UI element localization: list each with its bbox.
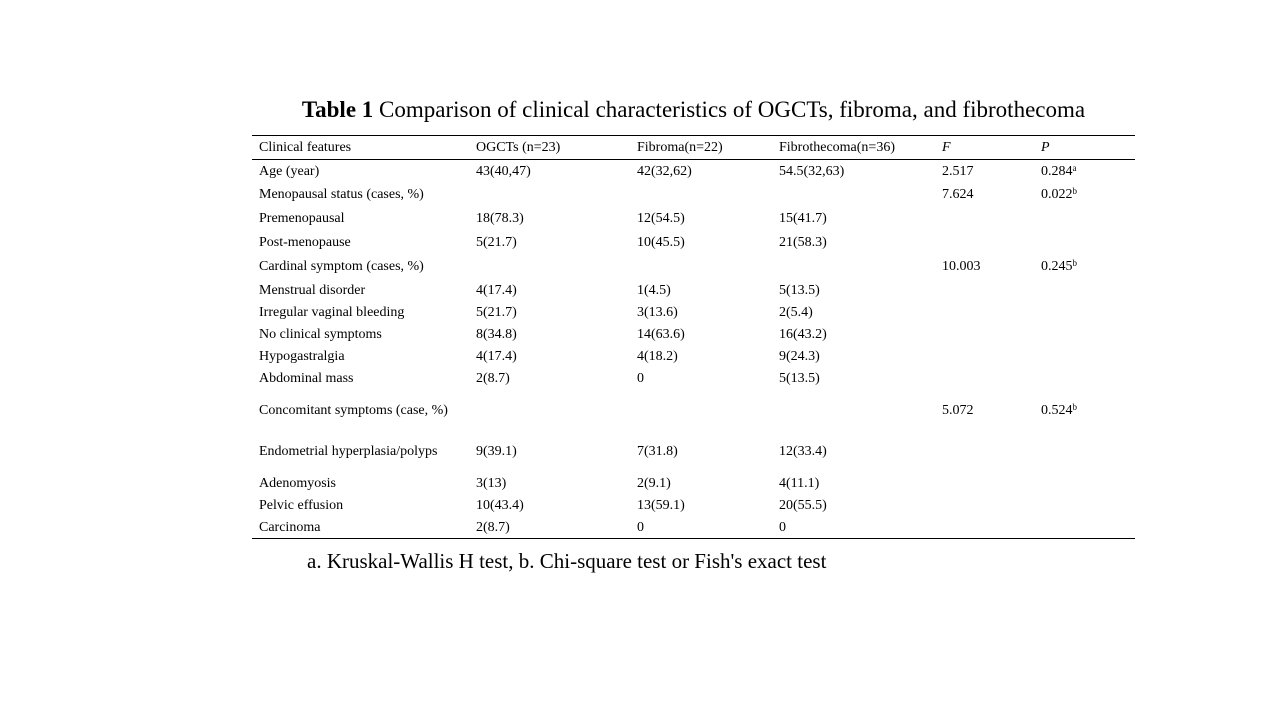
table-footnote: a. Kruskal-Wallis H test, b. Chi-square test or Fish's exact test xyxy=(307,549,827,573)
feature-cell-text: Concomitant symptoms (case, %) xyxy=(259,403,448,418)
fibroma-cell xyxy=(637,302,678,324)
table-header-rule xyxy=(252,159,1135,160)
fibroma-cell xyxy=(637,441,678,463)
fibrothecoma-cell xyxy=(779,368,820,390)
p-value-cell xyxy=(1041,400,1077,422)
ogcts-cell xyxy=(476,473,506,495)
fibroma-cell xyxy=(637,495,685,517)
table-row xyxy=(252,400,1135,422)
fibroma-cell xyxy=(637,324,685,346)
fibroma-cell xyxy=(637,232,685,254)
feature-cell-text: Hypogastralgia xyxy=(259,349,345,364)
feature-cell-text: Endometrial hyperplasia/polyps xyxy=(259,444,438,459)
ogcts-cell xyxy=(476,346,517,368)
table-bottom-rule xyxy=(252,538,1135,539)
ogcts-cell xyxy=(476,324,517,346)
header-fibrothecoma: Fibrothecoma(n=36) xyxy=(779,140,895,155)
feature-cell xyxy=(259,400,448,422)
fibroma-cell xyxy=(637,161,692,183)
p-value-superscript: b xyxy=(1072,258,1077,268)
ogcts-cell-text: 4(17.4) xyxy=(476,349,517,364)
ogcts-cell-text: 3(13) xyxy=(476,476,507,491)
fibrothecoma-cell-text: 20(55.5) xyxy=(779,498,827,513)
header-p: P xyxy=(1041,140,1050,155)
feature-cell xyxy=(259,184,424,206)
feature-cell xyxy=(259,302,404,324)
feature-cell-text: Adenomyosis xyxy=(259,476,336,491)
p-value-superscript: b xyxy=(1072,402,1077,412)
table-row xyxy=(252,161,1135,183)
fibroma-cell-text: 42(32,62) xyxy=(637,164,692,179)
p-value-superscript: b xyxy=(1072,186,1077,196)
ogcts-cell-text: 9(39.1) xyxy=(476,444,517,459)
feature-cell xyxy=(259,324,382,346)
p-value-superscript: a xyxy=(1072,163,1077,173)
fibrothecoma-cell xyxy=(779,280,820,302)
fibrothecoma-cell xyxy=(779,232,827,254)
f-value-cell-text: 5.072 xyxy=(942,403,974,418)
feature-cell-text: Menstrual disorder xyxy=(259,283,366,298)
feature-cell-text: Premenopausal xyxy=(259,211,345,226)
p-value-cell-text: 0.022 xyxy=(1041,187,1073,202)
ogcts-cell-text: 43(40,47) xyxy=(476,164,531,179)
fibroma-cell-text: 13(59.1) xyxy=(637,498,685,513)
table-title xyxy=(252,95,1135,125)
fibroma-cell-text: 10(45.5) xyxy=(637,235,685,250)
table-header-row xyxy=(252,137,1135,159)
fibrothecoma-cell-text: 16(43.2) xyxy=(779,327,827,342)
feature-cell xyxy=(259,473,336,495)
f-value-cell xyxy=(942,400,974,422)
feature-cell xyxy=(259,161,319,183)
f-value-cell-text: 2.517 xyxy=(942,164,974,179)
table-row xyxy=(252,256,1135,278)
table-row xyxy=(252,280,1135,302)
header-ogcts: OGCTs (n=23) xyxy=(476,140,561,155)
ogcts-cell-text: 5(21.7) xyxy=(476,235,517,250)
fibrothecoma-cell xyxy=(779,517,786,539)
f-value-cell xyxy=(942,184,974,206)
fibrothecoma-cell xyxy=(779,495,827,517)
fibrothecoma-cell-text: 0 xyxy=(779,520,786,535)
fibrothecoma-cell-text: 9(24.3) xyxy=(779,349,820,364)
fibrothecoma-cell xyxy=(779,346,820,368)
fibroma-cell-text: 12(54.5) xyxy=(637,211,685,226)
ogcts-cell-text: 10(43.4) xyxy=(476,498,524,513)
feature-cell-text: Post-menopause xyxy=(259,235,351,250)
ogcts-cell xyxy=(476,232,517,254)
table-row xyxy=(252,517,1135,539)
feature-cell xyxy=(259,441,437,463)
f-value-cell xyxy=(942,256,981,278)
ogcts-cell-text: 8(34.8) xyxy=(476,327,517,342)
table-row xyxy=(252,302,1135,324)
fibroma-cell-text: 2(9.1) xyxy=(637,476,671,491)
fibroma-cell-text: 7(31.8) xyxy=(637,444,678,459)
feature-cell-text: No clinical symptoms xyxy=(259,327,382,342)
feature-cell-text: Menopausal status (cases, %) xyxy=(259,187,424,202)
table-title-text: Comparison of clinical characteristics of OGCTs, fibroma, and fibrothecoma xyxy=(373,97,1086,122)
feature-cell xyxy=(259,368,354,390)
table-row xyxy=(252,473,1135,495)
fibrothecoma-cell xyxy=(779,208,827,230)
fibrothecoma-cell-text: 5(13.5) xyxy=(779,283,820,298)
table-row xyxy=(252,184,1135,206)
p-value-cell xyxy=(1041,184,1077,206)
fibrothecoma-cell xyxy=(779,324,827,346)
ogcts-cell xyxy=(476,302,517,324)
fibrothecoma-cell xyxy=(779,473,819,495)
p-value-cell-text: 0.524 xyxy=(1041,403,1073,418)
table-row xyxy=(252,441,1135,463)
feature-cell xyxy=(259,346,345,368)
feature-cell-text: Abdominal mass xyxy=(259,371,354,386)
table-row xyxy=(252,368,1135,390)
fibroma-cell-text: 3(13.6) xyxy=(637,305,678,320)
feature-cell xyxy=(259,517,320,539)
fibrothecoma-cell-text: 4(11.1) xyxy=(779,476,820,491)
fibroma-cell-text: 0 xyxy=(637,520,644,535)
feature-cell xyxy=(259,495,343,517)
table-row xyxy=(252,232,1135,254)
feature-cell xyxy=(259,280,365,302)
ogcts-cell xyxy=(476,368,510,390)
fibrothecoma-cell-text: 2(5.4) xyxy=(779,305,813,320)
fibroma-cell xyxy=(637,473,671,495)
table-top-rule xyxy=(252,135,1135,136)
p-value-cell xyxy=(1041,161,1077,183)
table-row xyxy=(252,324,1135,346)
feature-cell xyxy=(259,208,345,230)
ogcts-cell-text: 2(8.7) xyxy=(476,520,510,535)
fibroma-cell-text: 1(4.5) xyxy=(637,283,671,298)
ogcts-cell xyxy=(476,441,517,463)
ogcts-cell xyxy=(476,161,531,183)
header-fibroma: Fibroma(n=22) xyxy=(637,140,723,155)
fibrothecoma-cell-text: 5(13.5) xyxy=(779,371,820,386)
table-row xyxy=(252,495,1135,517)
fibrothecoma-cell xyxy=(779,441,827,463)
fibroma-cell-text: 4(18.2) xyxy=(637,349,678,364)
fibroma-cell xyxy=(637,346,678,368)
table-row xyxy=(252,346,1135,368)
fibroma-cell xyxy=(637,280,671,302)
f-value-cell-text: 7.624 xyxy=(942,187,974,202)
fibrothecoma-cell-text: 12(33.4) xyxy=(779,444,827,459)
ogcts-cell-text: 2(8.7) xyxy=(476,371,510,386)
ogcts-cell-text: 5(21.7) xyxy=(476,305,517,320)
f-value-cell xyxy=(942,161,974,183)
ogcts-cell xyxy=(476,208,524,230)
ogcts-cell xyxy=(476,280,517,302)
feature-cell xyxy=(259,232,351,254)
fibrothecoma-cell xyxy=(779,161,844,183)
feature-cell xyxy=(259,256,424,278)
p-value-cell-text: 0.284 xyxy=(1041,164,1073,179)
p-value-cell xyxy=(1041,256,1077,278)
feature-cell-text: Pelvic effusion xyxy=(259,498,344,513)
fibroma-cell xyxy=(637,208,685,230)
fibrothecoma-cell-text: 15(41.7) xyxy=(779,211,827,226)
feature-cell-text: Carcinoma xyxy=(259,520,321,535)
feature-cell-text: Cardinal symptom (cases, %) xyxy=(259,259,424,274)
fibrothecoma-cell-text: 21(58.3) xyxy=(779,235,827,250)
header-clinical-features: Clinical features xyxy=(259,140,352,155)
table-row xyxy=(252,208,1135,230)
fibroma-cell-text: 0 xyxy=(637,371,644,386)
p-value-cell-text: 0.245 xyxy=(1041,259,1073,274)
fibroma-cell xyxy=(637,368,644,390)
fibroma-cell-text: 14(63.6) xyxy=(637,327,685,342)
ogcts-cell xyxy=(476,495,524,517)
fibroma-cell xyxy=(637,517,644,539)
ogcts-cell-text: 18(78.3) xyxy=(476,211,524,226)
fibrothecoma-cell xyxy=(779,302,813,324)
f-value-cell-text: 10.003 xyxy=(942,259,981,274)
ogcts-cell xyxy=(476,517,510,539)
ogcts-cell-text: 4(17.4) xyxy=(476,283,517,298)
header-f: F xyxy=(942,140,951,155)
feature-cell-text: Irregular vaginal bleeding xyxy=(259,305,405,320)
feature-cell-text: Age (year) xyxy=(259,164,320,179)
fibrothecoma-cell-text: 54.5(32,63) xyxy=(779,164,845,179)
table-title-label: Table 1 xyxy=(301,97,374,122)
